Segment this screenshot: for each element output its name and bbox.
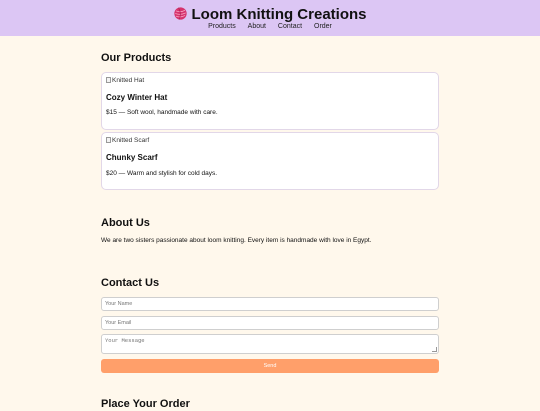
product-description: $20 — Warm and stylish for cold days. <box>106 170 218 177</box>
site-header <box>0 0 540 36</box>
name-input[interactable] <box>101 297 439 311</box>
contact-heading: Contact Us <box>101 277 160 289</box>
product-name: Cozy Winter Hat <box>106 93 168 102</box>
send-button[interactable]: Send <box>101 359 439 373</box>
product-image-alt: Knitted Hat <box>112 77 145 84</box>
order-heading: Place Your Order <box>101 398 190 410</box>
nav-link-products[interactable]: Products <box>208 23 236 30</box>
nav-link-about[interactable]: About <box>247 23 266 30</box>
yarn-ball-icon <box>174 7 187 20</box>
about-text: We are two sisters passionate about loom knitting. Every item is handmade with love in Egypt. <box>101 237 372 244</box>
message-textarea[interactable] <box>101 334 439 354</box>
email-input[interactable] <box>101 316 439 330</box>
product-description: $15 — Soft wool, handmade with care. <box>106 109 218 116</box>
broken-image-icon <box>106 77 111 83</box>
product-name: Chunky Scarf <box>106 153 158 162</box>
product-image-alt: Knitted Scarf <box>112 137 150 144</box>
product-image <box>106 77 144 85</box>
site-title: Loom Knitting Creations <box>191 6 367 23</box>
product-card <box>101 72 439 130</box>
main-nav <box>0 22 540 31</box>
broken-image-icon <box>106 137 111 143</box>
nav-link-order[interactable]: Order <box>314 23 332 30</box>
product-image <box>106 137 149 145</box>
message-field-wrapper <box>101 334 439 354</box>
product-card <box>101 132 439 190</box>
nav-link-contact[interactable]: Contact <box>277 23 303 30</box>
site-brand <box>0 6 540 23</box>
about-heading: About Us <box>101 217 150 229</box>
products-heading: Our Products <box>101 52 172 64</box>
